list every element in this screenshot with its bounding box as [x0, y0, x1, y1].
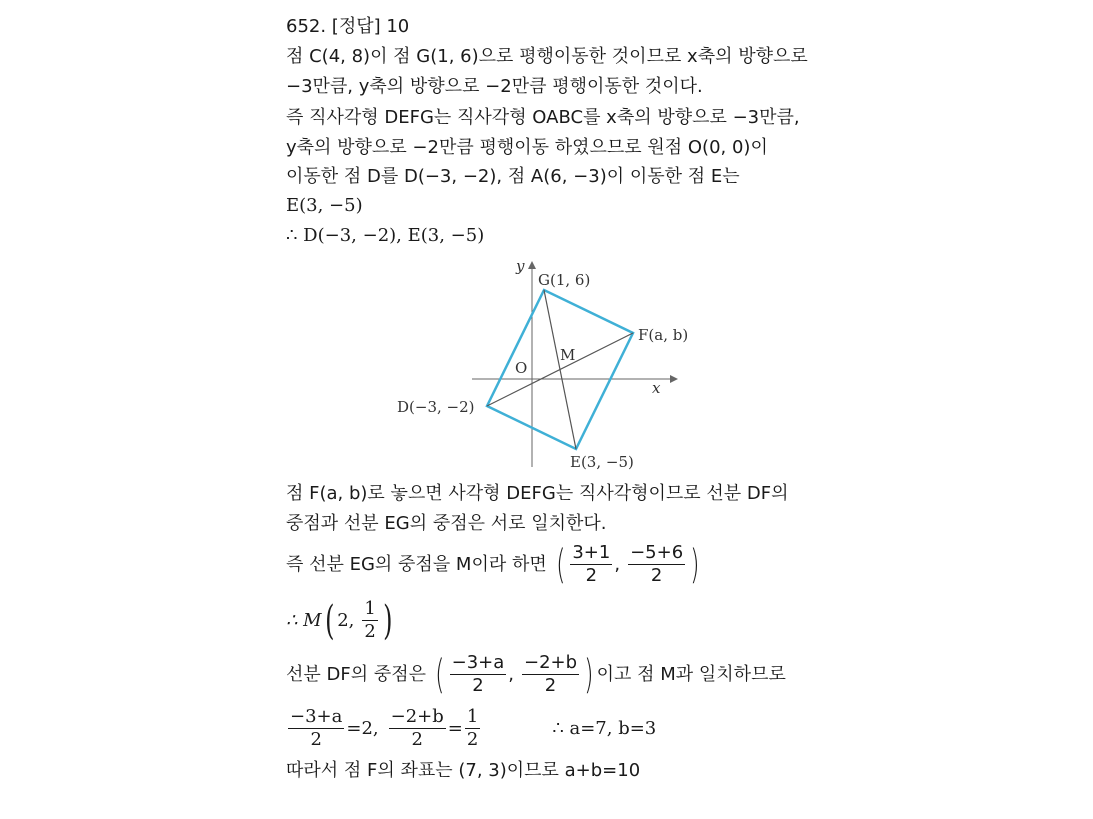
midpoint-m-line: ∴ M ( 2, $\frac{1}{2}$ ) — [286, 597, 393, 644]
fraction: $\frac{-2+b}{2}$ — [390, 706, 444, 750]
point-d-label: D(−3, −2) — [397, 398, 475, 416]
diagonal-eg — [544, 290, 576, 449]
fraction: $\frac{3+1}{2}$ — [572, 542, 611, 586]
midpoint-eg-line: 즉 선분 EG의 중점을 M이라 하면 ( $\frac{3+1}{2}$ , $\frac{-5+6}{2}$ ) — [286, 541, 700, 588]
origin-label: O — [515, 359, 528, 377]
x-axis-label: x — [652, 379, 661, 397]
fraction: $\frac{1}{2}$ — [466, 706, 479, 750]
fraction: $\frac{-5+6}{2}$ — [630, 542, 684, 586]
y-axis-arrow — [528, 261, 536, 269]
y-axis-label: y — [516, 257, 525, 275]
midpoint-eg-text: 즉 선분 EG의 중점을 M이라 하면 — [286, 553, 547, 575]
solution-line-2: −3만큼, y축의 방향으로 −2만큼 평행이동한 것이다. — [286, 76, 703, 97]
point-m-label: M — [560, 346, 576, 364]
solution-line-9: 중점과 선분 EG의 중점은 서로 일치한다. — [286, 513, 607, 534]
solution-line-1: 점 C(4, 8)이 점 G(1, 6)으로 평행이동한 것이므로 x축의 방향으로 — [286, 46, 808, 67]
final-answer-line: 따라서 점 F의 좌표는 (7, 3)이므로 a+b=10 — [286, 760, 641, 781]
rectangle-figure — [380, 255, 710, 475]
fraction: $\frac{-3+a}{2}$ — [290, 706, 343, 750]
solution-line-7: ∴ D(−3, −2), E(3, −5) — [286, 225, 485, 246]
solution-line-4: y축의 방향으로 −2만큼 평행이동 하였으므로 원점 O(0, 0)이 — [286, 137, 768, 158]
point-e-label: E(3, −5) — [570, 453, 634, 471]
fraction: $\frac{-2+b}{2}$ — [524, 652, 578, 696]
fraction: $\frac{1}{2}$ — [364, 598, 376, 642]
solution-line-5: 이동한 점 D를 D(−3, −2), 점 A(6, −3)이 이동한 점 E는 — [286, 166, 740, 187]
equation-line: $\frac{-3+a}{2}$ =2, $\frac{-2+b}{2}$ = $\frac{1}{2}$ ∴ a=7, b=3 — [290, 706, 657, 750]
solution-line-3: 즉 직사각형 DEFG는 직사각형 OABC를 x축의 방향으로 −3만큼, — [286, 107, 800, 128]
solution-line-8: 점 F(a, b)로 놓으면 사각형 DEFG는 직사각형이므로 선분 DF의 — [286, 483, 789, 504]
point-f-label: F(a, b) — [638, 326, 689, 344]
midpoint-df-line: 선분 DF의 중점은 ( $\frac{-3+a}{2}$ , $\frac{-2+b}{2}$ ) 이고 점 M과 일치하므로 — [286, 651, 786, 698]
x-axis-arrow — [670, 375, 678, 383]
solution-line-6: E(3, −5) — [286, 195, 363, 216]
point-g-label: G(1, 6) — [538, 271, 591, 289]
fraction: $\frac{-3+a}{2}$ — [451, 652, 505, 696]
answer-header: 652. [정답] 10 — [286, 16, 410, 37]
